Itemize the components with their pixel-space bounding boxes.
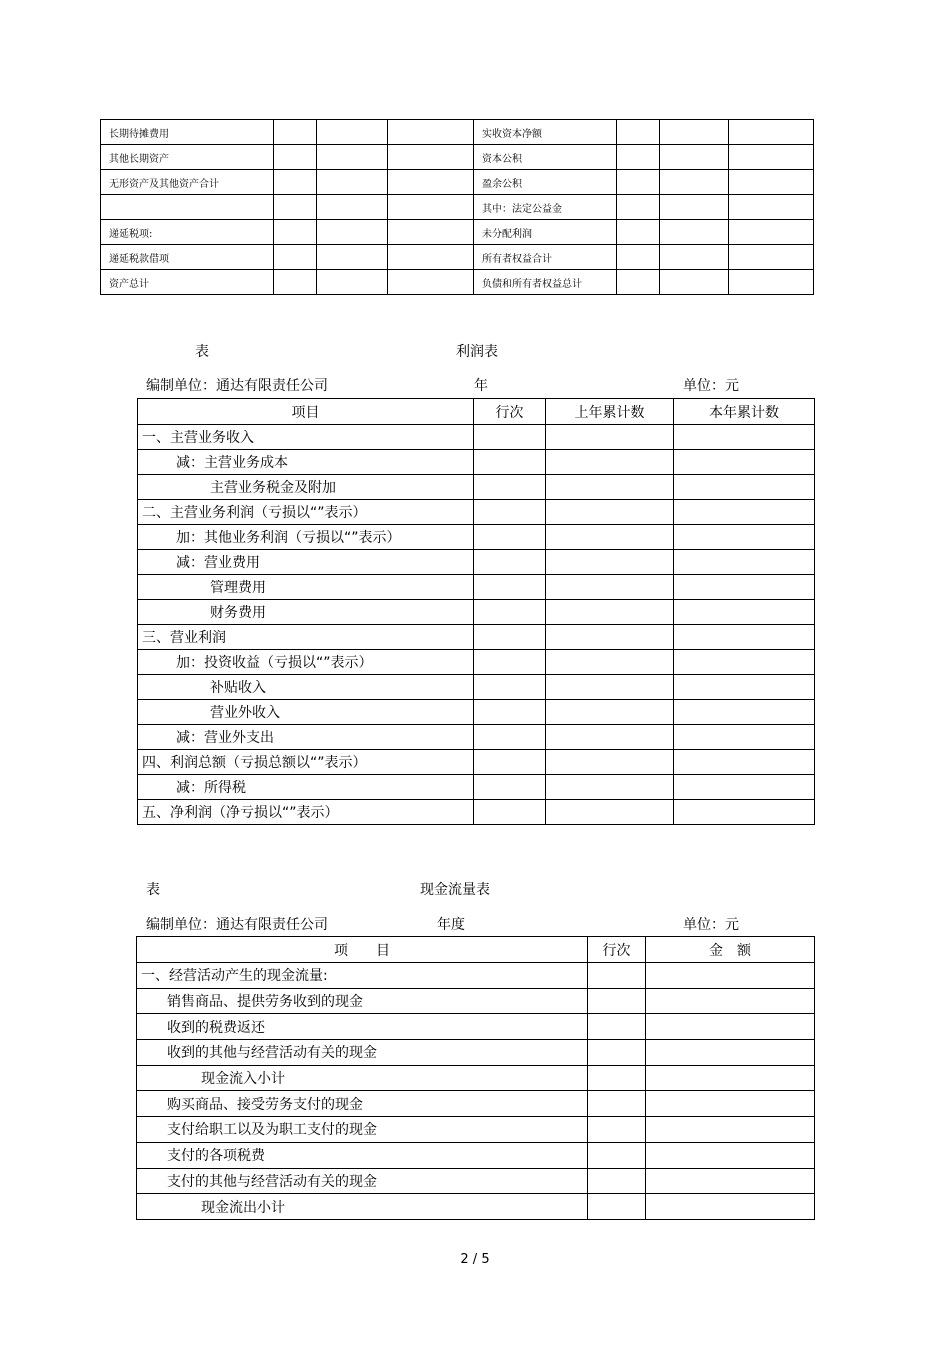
- row-label: 减：主营业务成本: [138, 450, 474, 475]
- table-row: [138, 600, 815, 625]
- column-header: 项 目: [137, 937, 588, 963]
- cashflow-title: 现金流量表: [420, 882, 490, 898]
- row-label: 支付的各项税费: [137, 1142, 588, 1168]
- table-row: [138, 800, 815, 825]
- balance-left-label: [101, 195, 274, 220]
- table-row: [101, 220, 814, 245]
- row-label: 一、经营活动产生的现金流量:: [137, 963, 588, 989]
- row-label: 三、营业利润: [138, 625, 474, 650]
- cashflow-year-label: 年度: [437, 917, 465, 933]
- cashflow-table-label: 表: [146, 882, 160, 898]
- row-label: 现金流入小计: [137, 1065, 588, 1091]
- column-header: 上年累计数: [546, 399, 674, 425]
- table-row: [137, 1065, 815, 1091]
- income-unit-prefix: 编制单位：通达有限责任公司: [146, 378, 328, 394]
- cashflow-unit-prefix: 编制单位：通达有限责任公司: [146, 917, 328, 933]
- row-label: 减：营业外支出: [138, 725, 474, 750]
- balance-right-label: 所有者权益合计: [474, 245, 617, 270]
- table-row: [137, 1194, 815, 1220]
- table-row: [101, 195, 814, 220]
- column-header: 行次: [588, 937, 646, 963]
- column-header: 项目: [138, 399, 474, 425]
- cashflow-currency-unit: 单位：元: [683, 917, 739, 933]
- row-label: 营业外收入: [138, 700, 474, 725]
- table-row: [138, 650, 815, 675]
- table-header-row: [138, 399, 815, 425]
- row-label: 购买商品、接受劳务支付的现金: [137, 1091, 588, 1117]
- table-row: [138, 625, 815, 650]
- table-row: [138, 725, 815, 750]
- page-indicator: 2 / 5: [460, 1252, 490, 1267]
- balance-right-label: 未分配利润: [474, 220, 617, 245]
- income-title: 利润表: [456, 344, 498, 360]
- row-label: 主营业务税金及附加: [138, 475, 474, 500]
- table-row: [138, 750, 815, 775]
- table-row: [101, 145, 814, 170]
- table-row: [137, 1040, 815, 1066]
- row-label: 收到的其他与经营活动有关的现金: [137, 1040, 588, 1066]
- table-row: [137, 1168, 815, 1194]
- balance-right-label: 其中：法定公益金: [474, 195, 617, 220]
- table-row: [137, 1014, 815, 1040]
- balance-right-label: 负债和所有者权益总计: [474, 270, 617, 295]
- table-row: [138, 475, 815, 500]
- row-label: 一、主营业务收入: [138, 425, 474, 450]
- row-label: 五、净利润（净亏损以“”表示）: [138, 800, 474, 825]
- table-row: [138, 450, 815, 475]
- table-row: [137, 988, 815, 1014]
- balance-sheet-table: [100, 119, 814, 295]
- cash-flow-statement-table: [136, 936, 815, 1220]
- balance-right-label: 资本公积: [474, 145, 617, 170]
- table-row: [138, 775, 815, 800]
- row-label: 加：其他业务利润（亏损以“”表示）: [138, 525, 474, 550]
- table-row: [101, 245, 814, 270]
- row-label: 补贴收入: [138, 675, 474, 700]
- balance-left-label: 递延税款借项: [101, 245, 274, 270]
- table-row: [138, 425, 815, 450]
- column-header: 本年累计数: [674, 399, 815, 425]
- income-statement-table: [137, 398, 815, 825]
- row-label: 销售商品、提供劳务收到的现金: [137, 988, 588, 1014]
- row-label: 管理费用: [138, 575, 474, 600]
- table-row: [137, 1142, 815, 1168]
- row-label: 四、利润总额（亏损总额以“”表示）: [138, 750, 474, 775]
- balance-left-label: 递延税项:: [101, 220, 274, 245]
- row-label: 现金流出小计: [137, 1194, 588, 1220]
- balance-left-label: 长期待摊费用: [101, 120, 274, 145]
- balance-right-label: 盈余公积: [474, 170, 617, 195]
- balance-left-label: 无形资产及其他资产合计: [101, 170, 274, 195]
- column-header: 金 额: [646, 937, 815, 963]
- table-row: [137, 1091, 815, 1117]
- table-row: [138, 575, 815, 600]
- table-row: [137, 1117, 815, 1143]
- table-row: [137, 963, 815, 989]
- row-label: 支付的其他与经营活动有关的现金: [137, 1168, 588, 1194]
- balance-left-label: 其他长期资产: [101, 145, 274, 170]
- row-label: 支付给职工以及为职工支付的现金: [137, 1117, 588, 1143]
- row-label: 财务费用: [138, 600, 474, 625]
- table-row: [101, 170, 814, 195]
- table-row: [138, 700, 815, 725]
- row-label: 减：营业费用: [138, 550, 474, 575]
- income-table-label: 表: [195, 344, 209, 360]
- balance-right-label: 实收资本净额: [474, 120, 617, 145]
- table-row: [101, 120, 814, 145]
- row-label: 加：投资收益（亏损以“”表示）: [138, 650, 474, 675]
- row-label: 二、主营业务利润（亏损以“”表示）: [138, 500, 474, 525]
- column-header: 行次: [474, 399, 546, 425]
- row-label: 减：所得税: [138, 775, 474, 800]
- table-row: [101, 270, 814, 295]
- table-row: [138, 550, 815, 575]
- table-row: [138, 500, 815, 525]
- balance-left-label: 资产总计: [101, 270, 274, 295]
- table-header-row: [137, 937, 815, 963]
- table-row: [138, 675, 815, 700]
- income-currency-unit: 单位：元: [683, 378, 739, 394]
- income-year-label: 年: [474, 378, 488, 394]
- table-row: [138, 525, 815, 550]
- row-label: 收到的税费返还: [137, 1014, 588, 1040]
